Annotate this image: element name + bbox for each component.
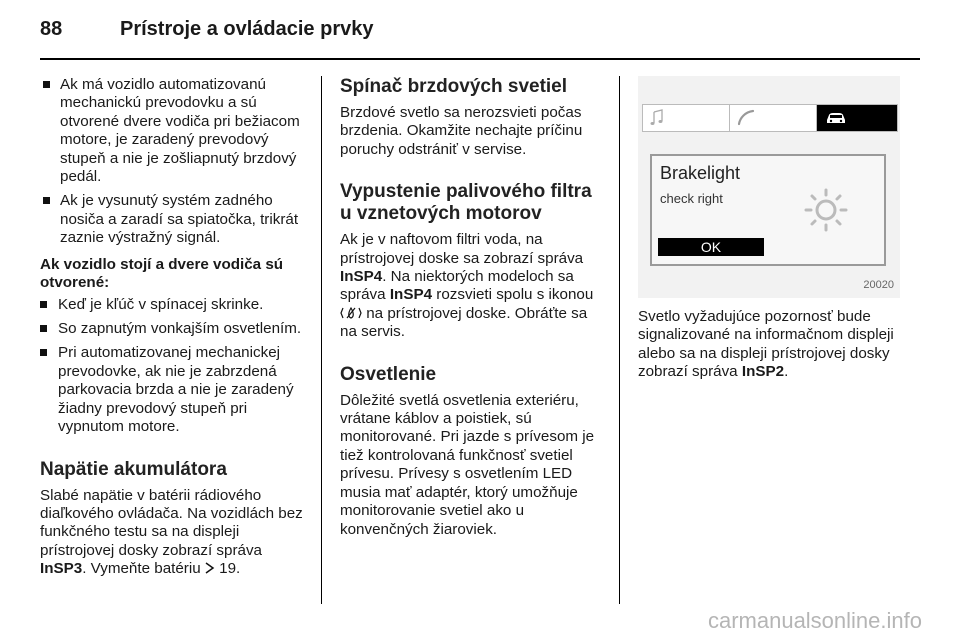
section-title: Osvetlenie [340,363,437,385]
warning-subtitle: check right [660,191,723,206]
list-item: So zapnutým vonkajším osvetlením. [40,320,312,338]
section-title: Napätie akumulátora [40,458,227,480]
column-1 [40,76,312,579]
ok-button: OK [658,238,764,256]
section-title: Vypustenie palivového filtra u vznetových motorov [340,181,592,225]
column-divider [321,76,322,604]
message-code: InSP3 [40,560,83,578]
warning-panel [650,154,886,266]
vehicle-tab [817,105,897,131]
column-divider [619,76,620,604]
paragraph: Slabé napätie v batérii rádiového diaľkového ovládača. Na vozidlách bez funkčného testu sa na displeji prístrojovej dosky zobrazí správa InSP3. Vymeňte batériu 19. [40,486,303,578]
bullet-icon [43,197,50,204]
subheading: Ak vozidlo stojí a dvere vodiča sú otvorené: [40,255,284,291]
page-header [40,14,920,54]
bullet-list [40,296,312,437]
page-number: 88 [40,18,63,40]
message-code: InSP4 [340,268,383,286]
paragraph: Brzdové svetlo sa nerozsvieti počas brzdenia. Okamžite nechajte príčinu poruchy odstrániť v servise. [340,104,583,158]
page-reference[interactable]: 19. [219,560,241,578]
list-item: Ak je vysunutý systém zadného nosiča a zaradí sa spiatočka, trikrát zaznie výstražný signál. [40,192,312,247]
list-item: Ak má vozidlo automatizovanú mechanickú prevodovku a sú otvorené dvere vodiča pri bežiacom motore, je zaradený prevodový stupeň a nie je zošliapnutý brzdový pedál. [40,76,312,186]
bullet-icon [43,81,50,88]
figure-number: 20020 [863,278,894,291]
paragraph: Ak je v naftovom filtri voda, na prístrojovej doske sa zobrazí správa InSP4. Na niektorých modeloch sa správa InSP4 rozsvieti spolu s ikonou na prístrojovej doske. Obráťte sa na servis. [340,231,594,341]
page-reference-icon [205,562,215,574]
bullet-icon [40,349,47,356]
page-title: Prístroje a ovládacie prvky [120,18,374,40]
bullet-icon [40,325,47,332]
phone-icon [736,109,756,127]
section-title: Spínač brzdových svetiel [340,76,568,97]
bullet-list [40,76,312,248]
column-3 [638,76,900,382]
message-code: InSP2 [741,363,785,381]
figure-caption: Svetlo vyžadujúce pozornosť bude signalizované na informačnom displeji alebo sa na displeji prístrojovej dosky zobrazí správa InSP2. [638,308,894,381]
list-item: Keď je kľúč v spínacej skrinke. [40,296,312,314]
display-illustration [638,76,900,298]
watermark: carmanualsonline.info [707,608,922,633]
paragraph: Dôležité svetlá osvetlenia exteriéru, vrátane káblov a poistiek, sú monitorované. Pri jazde s prívesom je tiež kontrolovaná funkčnosť svetiel prívesu. Prívesy s osvetlením LED musia mať adaptér, ktorý umožňuje monitorovanie svetiel ako u konvenčných žiaroviek. [340,391,595,538]
light-bulb-icon [802,186,850,234]
bullet-icon [40,301,47,308]
fuel-filter-icon [340,306,362,320]
audio-tab [643,105,730,131]
music-note-icon [649,109,665,127]
car-icon [825,111,847,125]
phone-tab [730,105,817,131]
warning-title: Brakelight [660,163,741,183]
header-rule [40,58,920,60]
list-item: Pri automatizovanej mechanickej prevodovke, ak nie je zabrzdená parkovacia brzda a nie je zaradený žiadny prevodový stupeň pri vypnutom motore. [40,344,312,436]
message-code: InSP4 [389,286,433,304]
column-2 [340,76,606,539]
display-tab-bar [642,104,898,132]
